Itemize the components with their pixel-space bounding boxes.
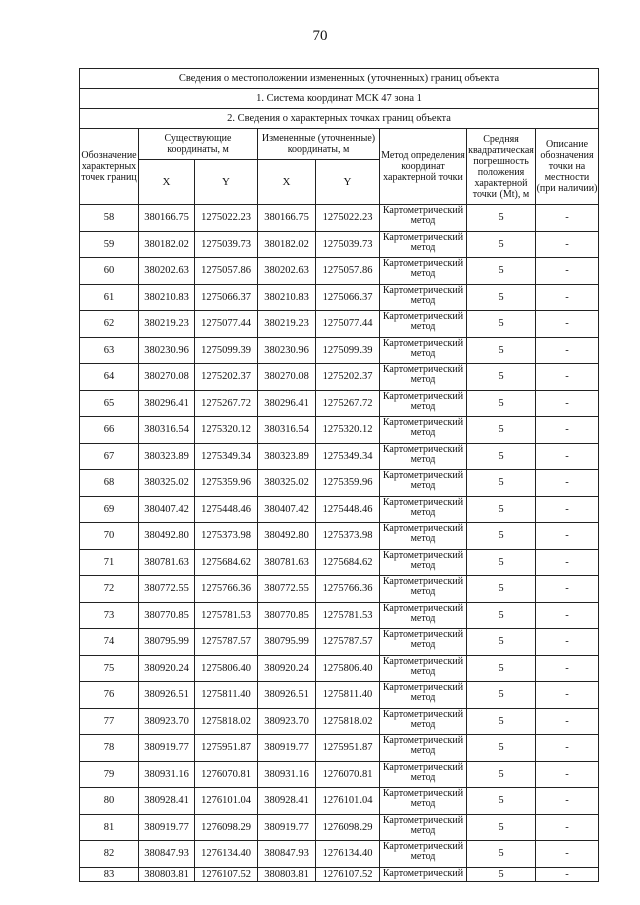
point-number-cell: 80 xyxy=(80,788,139,815)
description-cell: - xyxy=(536,682,599,709)
error-cell: 5 xyxy=(467,496,536,523)
table-row xyxy=(80,470,599,497)
method-cell: Картометрический метод xyxy=(380,311,467,338)
point-number-cell: 70 xyxy=(80,523,139,550)
existing-x-cell: 380928.41 xyxy=(139,788,195,815)
description-cell: - xyxy=(536,523,599,550)
existing-y-cell: 1276134.40 xyxy=(195,841,258,868)
method-cell: Картометрический метод xyxy=(380,364,467,391)
header-changed-y: Y xyxy=(316,160,380,205)
error-cell: 5 xyxy=(467,761,536,788)
description-cell: - xyxy=(536,417,599,444)
changed-x-cell: 380931.16 xyxy=(258,761,316,788)
existing-y-cell: 1275359.96 xyxy=(195,470,258,497)
error-cell: 5 xyxy=(467,841,536,868)
point-number-cell: 79 xyxy=(80,761,139,788)
existing-x-cell: 380847.93 xyxy=(139,841,195,868)
existing-y-cell: 1275951.87 xyxy=(195,735,258,762)
existing-y-cell: 1275077.44 xyxy=(195,311,258,338)
error-cell: 5 xyxy=(467,337,536,364)
changed-x-cell: 380182.02 xyxy=(258,231,316,258)
table-row xyxy=(80,788,599,815)
point-number-cell: 83 xyxy=(80,867,139,881)
method-cell: Картометрический метод xyxy=(380,602,467,629)
method-cell: Картометрический метод xyxy=(380,470,467,497)
description-cell: - xyxy=(536,629,599,656)
changed-y-cell: 1275787.57 xyxy=(316,629,380,656)
changed-y-cell: 1275202.37 xyxy=(316,364,380,391)
method-cell: Картометрический xyxy=(380,867,467,881)
existing-x-cell: 380920.24 xyxy=(139,655,195,682)
method-cell: Картометрический метод xyxy=(380,814,467,841)
existing-y-cell: 1275373.98 xyxy=(195,523,258,550)
method-cell: Картометрический метод xyxy=(380,443,467,470)
changed-x-cell: 380407.42 xyxy=(258,496,316,523)
changed-x-cell: 380920.24 xyxy=(258,655,316,682)
coordinate-system-title: 1. Система координат МСК 47 зона 1 xyxy=(80,89,599,109)
error-cell: 5 xyxy=(467,655,536,682)
existing-x-cell: 380230.96 xyxy=(139,337,195,364)
table-row xyxy=(80,258,599,285)
existing-y-cell: 1275684.62 xyxy=(195,549,258,576)
existing-x-cell: 380772.55 xyxy=(139,576,195,603)
changed-y-cell: 1275766.36 xyxy=(316,576,380,603)
table-row xyxy=(80,761,599,788)
changed-x-cell: 380270.08 xyxy=(258,364,316,391)
existing-x-cell: 380202.63 xyxy=(139,258,195,285)
changed-y-cell: 1275951.87 xyxy=(316,735,380,762)
header-method: Метод определения координат характерной точки xyxy=(380,129,467,205)
point-number-cell: 60 xyxy=(80,258,139,285)
changed-y-cell: 1275349.34 xyxy=(316,443,380,470)
description-cell: - xyxy=(536,602,599,629)
table-row xyxy=(80,417,599,444)
changed-x-cell: 380770.85 xyxy=(258,602,316,629)
changed-y-cell: 1275806.40 xyxy=(316,655,380,682)
existing-y-cell: 1275818.02 xyxy=(195,708,258,735)
changed-y-cell: 1276107.52 xyxy=(316,867,380,881)
error-cell: 5 xyxy=(467,549,536,576)
point-number-cell: 66 xyxy=(80,417,139,444)
existing-x-cell: 380926.51 xyxy=(139,682,195,709)
table-body xyxy=(80,205,599,882)
table-row xyxy=(80,443,599,470)
header-description: Описание обозначения точки на местности (при наличии) xyxy=(536,129,599,205)
changed-y-cell: 1275811.40 xyxy=(316,682,380,709)
existing-x-cell: 380210.83 xyxy=(139,284,195,311)
description-cell: - xyxy=(536,814,599,841)
table-row xyxy=(80,337,599,364)
error-cell: 5 xyxy=(467,205,536,232)
point-number-cell: 74 xyxy=(80,629,139,656)
existing-y-cell: 1276070.81 xyxy=(195,761,258,788)
existing-y-cell: 1275781.53 xyxy=(195,602,258,629)
method-cell: Картометрический метод xyxy=(380,655,467,682)
method-cell: Картометрический метод xyxy=(380,417,467,444)
point-number-cell: 62 xyxy=(80,311,139,338)
method-cell: Картометрический метод xyxy=(380,549,467,576)
existing-x-cell: 380781.63 xyxy=(139,549,195,576)
changed-y-cell: 1275448.46 xyxy=(316,496,380,523)
changed-x-cell: 380781.63 xyxy=(258,549,316,576)
existing-y-cell: 1275806.40 xyxy=(195,655,258,682)
point-number-cell: 68 xyxy=(80,470,139,497)
point-number-cell: 67 xyxy=(80,443,139,470)
changed-x-cell: 380803.81 xyxy=(258,867,316,881)
header-error: Средняя квадратическая погрешность положения характерной точки (Мt), м xyxy=(467,129,536,205)
changed-x-cell: 380795.99 xyxy=(258,629,316,656)
method-cell: Картометрический метод xyxy=(380,390,467,417)
boundary-points-table xyxy=(79,68,599,882)
existing-y-cell: 1275057.86 xyxy=(195,258,258,285)
point-number-cell: 58 xyxy=(80,205,139,232)
header-existing-coordinates: Существующие координаты, м xyxy=(139,129,258,160)
changed-y-cell: 1275320.12 xyxy=(316,417,380,444)
description-cell: - xyxy=(536,576,599,603)
point-number-cell: 61 xyxy=(80,284,139,311)
error-cell: 5 xyxy=(467,867,536,881)
existing-y-cell: 1276101.04 xyxy=(195,788,258,815)
existing-y-cell: 1275448.46 xyxy=(195,496,258,523)
changed-y-cell: 1275099.39 xyxy=(316,337,380,364)
existing-x-cell: 380919.77 xyxy=(139,735,195,762)
existing-y-cell: 1276107.52 xyxy=(195,867,258,881)
changed-y-cell: 1275066.37 xyxy=(316,284,380,311)
changed-y-cell: 1275057.86 xyxy=(316,258,380,285)
description-cell: - xyxy=(536,311,599,338)
description-cell: - xyxy=(536,761,599,788)
table-row xyxy=(80,364,599,391)
error-cell: 5 xyxy=(467,364,536,391)
changed-y-cell: 1276134.40 xyxy=(316,841,380,868)
table-row xyxy=(80,735,599,762)
description-cell: - xyxy=(536,284,599,311)
table-row xyxy=(80,549,599,576)
description-cell: - xyxy=(536,258,599,285)
existing-y-cell: 1275787.57 xyxy=(195,629,258,656)
method-cell: Картометрический метод xyxy=(380,284,467,311)
table-row xyxy=(80,496,599,523)
changed-y-cell: 1275039.73 xyxy=(316,231,380,258)
error-cell: 5 xyxy=(467,708,536,735)
existing-x-cell: 380182.02 xyxy=(139,231,195,258)
existing-x-cell: 380923.70 xyxy=(139,708,195,735)
existing-y-cell: 1275066.37 xyxy=(195,284,258,311)
existing-y-cell: 1275811.40 xyxy=(195,682,258,709)
error-cell: 5 xyxy=(467,629,536,656)
changed-y-cell: 1275359.96 xyxy=(316,470,380,497)
description-cell: - xyxy=(536,390,599,417)
description-cell: - xyxy=(536,655,599,682)
changed-y-cell: 1276070.81 xyxy=(316,761,380,788)
changed-x-cell: 380919.77 xyxy=(258,735,316,762)
existing-x-cell: 380323.89 xyxy=(139,443,195,470)
existing-x-cell: 380803.81 xyxy=(139,867,195,881)
point-number-cell: 65 xyxy=(80,390,139,417)
method-cell: Картометрический метод xyxy=(380,788,467,815)
header-existing-x: X xyxy=(139,160,195,205)
description-cell: - xyxy=(536,549,599,576)
point-number-cell: 81 xyxy=(80,814,139,841)
table-row xyxy=(80,523,599,550)
method-cell: Картометрический метод xyxy=(380,523,467,550)
error-cell: 5 xyxy=(467,788,536,815)
page-number: 70 xyxy=(312,28,328,44)
point-number-cell: 71 xyxy=(80,549,139,576)
description-cell: - xyxy=(536,443,599,470)
changed-x-cell: 380316.54 xyxy=(258,417,316,444)
table-title: Сведения о местоположении измененных (уточненных) границ объекта xyxy=(80,69,599,89)
changed-x-cell: 380202.63 xyxy=(258,258,316,285)
changed-x-cell: 380847.93 xyxy=(258,841,316,868)
changed-x-cell: 380219.23 xyxy=(258,311,316,338)
existing-y-cell: 1275320.12 xyxy=(195,417,258,444)
table-row xyxy=(80,841,599,868)
error-cell: 5 xyxy=(467,523,536,550)
existing-y-cell: 1276098.29 xyxy=(195,814,258,841)
existing-x-cell: 380270.08 xyxy=(139,364,195,391)
existing-y-cell: 1275202.37 xyxy=(195,364,258,391)
changed-x-cell: 380210.83 xyxy=(258,284,316,311)
table-row xyxy=(80,602,599,629)
changed-x-cell: 380772.55 xyxy=(258,576,316,603)
table-row xyxy=(80,629,599,656)
description-cell: - xyxy=(536,708,599,735)
existing-x-cell: 380492.80 xyxy=(139,523,195,550)
changed-y-cell: 1275373.98 xyxy=(316,523,380,550)
changed-x-cell: 380296.41 xyxy=(258,390,316,417)
description-cell: - xyxy=(536,337,599,364)
table-row xyxy=(80,231,599,258)
description-cell: - xyxy=(536,735,599,762)
table-row xyxy=(80,205,599,232)
description-cell: - xyxy=(536,470,599,497)
changed-y-cell: 1276101.04 xyxy=(316,788,380,815)
error-cell: 5 xyxy=(467,576,536,603)
error-cell: 5 xyxy=(467,231,536,258)
error-cell: 5 xyxy=(467,814,536,841)
existing-x-cell: 380931.16 xyxy=(139,761,195,788)
method-cell: Картометрический метод xyxy=(380,841,467,868)
description-cell: - xyxy=(536,205,599,232)
changed-y-cell: 1275818.02 xyxy=(316,708,380,735)
existing-x-cell: 380795.99 xyxy=(139,629,195,656)
changed-y-cell: 1275781.53 xyxy=(316,602,380,629)
description-cell: - xyxy=(536,231,599,258)
header-changed-x: X xyxy=(258,160,316,205)
changed-y-cell: 1276098.29 xyxy=(316,814,380,841)
header-existing-y: Y xyxy=(195,160,258,205)
description-cell: - xyxy=(536,841,599,868)
changed-y-cell: 1275684.62 xyxy=(316,549,380,576)
changed-x-cell: 380923.70 xyxy=(258,708,316,735)
description-cell: - xyxy=(536,867,599,881)
error-cell: 5 xyxy=(467,602,536,629)
point-number-cell: 78 xyxy=(80,735,139,762)
changed-x-cell: 380325.02 xyxy=(258,470,316,497)
error-cell: 5 xyxy=(467,311,536,338)
description-cell: - xyxy=(536,496,599,523)
table-row xyxy=(80,682,599,709)
description-cell: - xyxy=(536,788,599,815)
method-cell: Картометрический метод xyxy=(380,258,467,285)
table-row xyxy=(80,867,599,881)
header-designation: Обозначение характерных точек границ xyxy=(80,129,139,205)
changed-x-cell: 380230.96 xyxy=(258,337,316,364)
table-row xyxy=(80,708,599,735)
point-number-cell: 64 xyxy=(80,364,139,391)
error-cell: 5 xyxy=(467,470,536,497)
description-cell: - xyxy=(536,364,599,391)
point-number-cell: 76 xyxy=(80,682,139,709)
existing-y-cell: 1275039.73 xyxy=(195,231,258,258)
method-cell: Картометрический метод xyxy=(380,231,467,258)
method-cell: Картометрический метод xyxy=(380,735,467,762)
error-cell: 5 xyxy=(467,443,536,470)
point-number-cell: 75 xyxy=(80,655,139,682)
table-row xyxy=(80,284,599,311)
method-cell: Картометрический метод xyxy=(380,576,467,603)
method-cell: Картометрический метод xyxy=(380,761,467,788)
error-cell: 5 xyxy=(467,258,536,285)
changed-x-cell: 380919.77 xyxy=(258,814,316,841)
existing-y-cell: 1275349.34 xyxy=(195,443,258,470)
existing-y-cell: 1275022.23 xyxy=(195,205,258,232)
existing-x-cell: 380296.41 xyxy=(139,390,195,417)
method-cell: Картометрический метод xyxy=(380,708,467,735)
existing-x-cell: 380325.02 xyxy=(139,470,195,497)
existing-x-cell: 380219.23 xyxy=(139,311,195,338)
existing-x-cell: 380316.54 xyxy=(139,417,195,444)
header-changed-coordinates: Измененные (уточненные) координаты, м xyxy=(258,129,380,160)
error-cell: 5 xyxy=(467,682,536,709)
existing-x-cell: 380770.85 xyxy=(139,602,195,629)
changed-x-cell: 380928.41 xyxy=(258,788,316,815)
error-cell: 5 xyxy=(467,735,536,762)
table-row xyxy=(80,814,599,841)
table-row xyxy=(80,655,599,682)
method-cell: Картометрический метод xyxy=(380,205,467,232)
point-number-cell: 63 xyxy=(80,337,139,364)
existing-y-cell: 1275099.39 xyxy=(195,337,258,364)
method-cell: Картометрический метод xyxy=(380,496,467,523)
error-cell: 5 xyxy=(467,390,536,417)
existing-y-cell: 1275766.36 xyxy=(195,576,258,603)
error-cell: 5 xyxy=(467,417,536,444)
changed-y-cell: 1275022.23 xyxy=(316,205,380,232)
point-number-cell: 72 xyxy=(80,576,139,603)
table-row xyxy=(80,311,599,338)
changed-x-cell: 380323.89 xyxy=(258,443,316,470)
method-cell: Картометрический метод xyxy=(380,629,467,656)
section-title: 2. Сведения о характерных точках границ объекта xyxy=(80,109,599,129)
point-number-cell: 82 xyxy=(80,841,139,868)
changed-y-cell: 1275077.44 xyxy=(316,311,380,338)
table-row xyxy=(80,576,599,603)
changed-x-cell: 380926.51 xyxy=(258,682,316,709)
table-row xyxy=(80,390,599,417)
existing-x-cell: 380166.75 xyxy=(139,205,195,232)
existing-y-cell: 1275267.72 xyxy=(195,390,258,417)
existing-x-cell: 380407.42 xyxy=(139,496,195,523)
changed-x-cell: 380166.75 xyxy=(258,205,316,232)
existing-x-cell: 380919.77 xyxy=(139,814,195,841)
changed-x-cell: 380492.80 xyxy=(258,523,316,550)
point-number-cell: 73 xyxy=(80,602,139,629)
point-number-cell: 77 xyxy=(80,708,139,735)
method-cell: Картометрический метод xyxy=(380,682,467,709)
error-cell: 5 xyxy=(467,284,536,311)
point-number-cell: 69 xyxy=(80,496,139,523)
method-cell: Картометрический метод xyxy=(380,337,467,364)
point-number-cell: 59 xyxy=(80,231,139,258)
changed-y-cell: 1275267.72 xyxy=(316,390,380,417)
